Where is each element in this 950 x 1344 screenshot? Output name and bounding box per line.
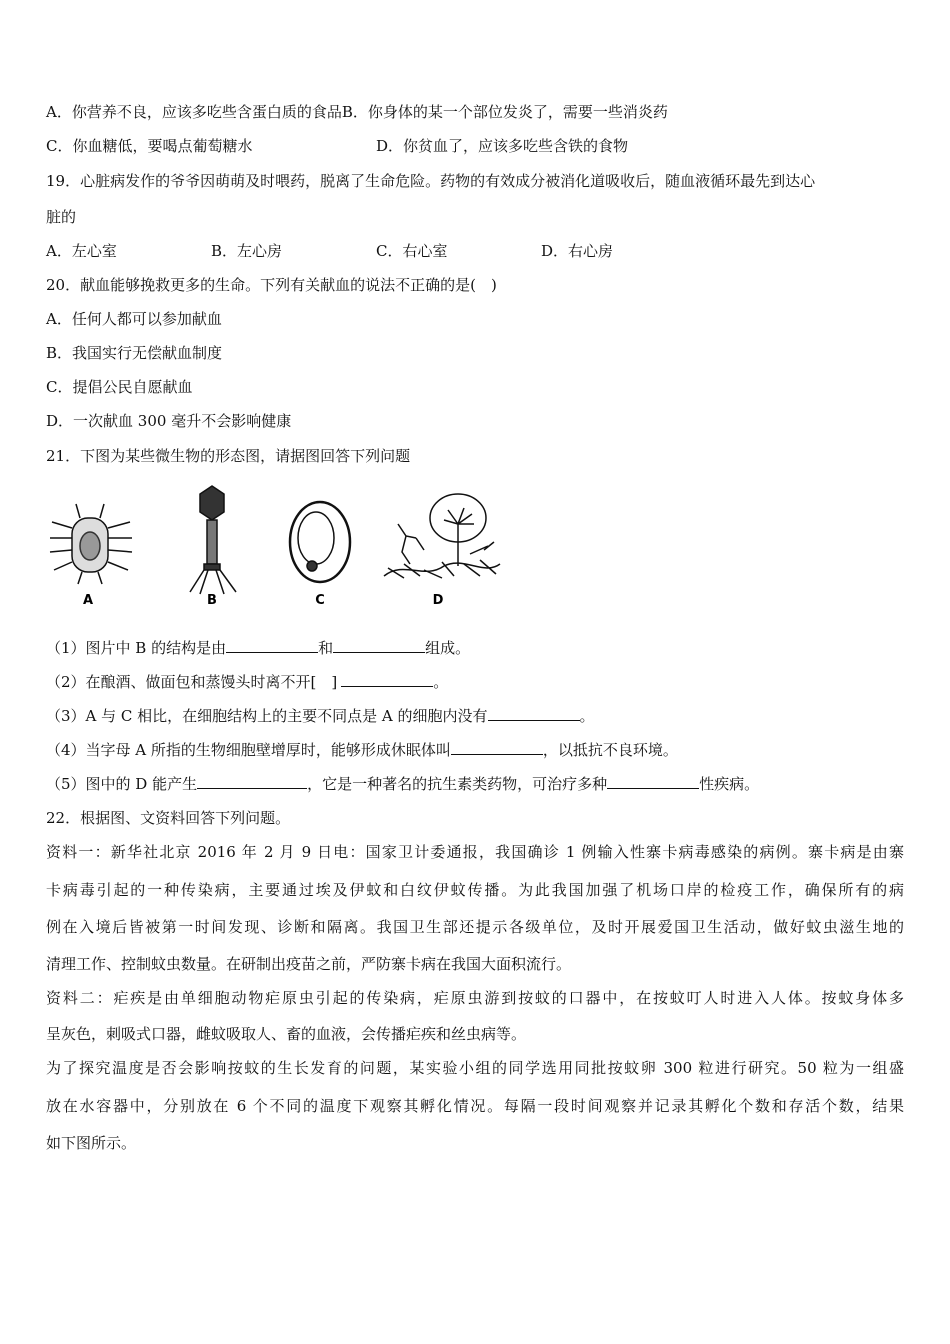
answer-blank[interactable] [341, 672, 433, 687]
q21-part-3-text-b: 。 [579, 707, 595, 725]
q21-part-1-text-c: 组成。 [425, 639, 471, 657]
figure-label-d: D [432, 593, 444, 608]
q21-part-1-text-b: 和 [318, 639, 334, 657]
q22-experiment-line-3: 如下图所示。 [46, 1134, 137, 1152]
q21-part-2-text-a: （2）在酿酒、做面包和蒸馒头时离不开[ ] [46, 673, 338, 691]
q21-part-1-text-a: （1）图片中 B 的结构是由 [46, 639, 227, 657]
q21-part-5 [46, 774, 759, 794]
q20-option-a: A．任何人都可以参加献血 [46, 310, 222, 328]
figure-label-a: A [82, 593, 94, 608]
q22-experiment-line-1: 为了探究温度是否会影响按蚊的生长发育的问题，某实验小组的同学选用同批按蚊卵 300 粒进行研究。50 粒为一组盛 [46, 1059, 904, 1077]
q22-material-1-line-3: 例在入境后皆被第一时间发现、诊断和隔离。我国卫生部还提示各级单位，及时开展爱国卫生活动，做好蚊虫滋生地的 [46, 918, 904, 936]
q19-option-d: D．右心房 [541, 242, 614, 260]
q21-part-5-text-c: 性疾病。 [699, 775, 760, 793]
q21-part-5-text-a: （5）图中的 D 能产生 [46, 775, 198, 793]
q19-stem-line-2: 脏的 [46, 208, 77, 226]
q22-material-1-line-4: 清理工作、控制蚊虫数量。在研制出疫苗之前，严防寨卡病在我国大面积流行。 [46, 955, 572, 973]
q20-option-c: C．提倡公民自愿献血 [46, 378, 193, 396]
q21-part-5-text-b: ，它是一种著名的抗生素类药物，可治疗多种 [307, 775, 608, 793]
bacterium-drawing [50, 504, 132, 584]
answer-blank[interactable] [607, 774, 699, 789]
q22-material-2-line-1: 资料二：疟疾是由单细胞动物疟原虫引起的传染病，疟原虫游到按蚊的口器中，在按蚊叮人时进入人体。按蚊身体多 [46, 989, 904, 1007]
q20-option-d: D．一次献血 300 毫升不会影响健康 [46, 412, 292, 430]
q21-part-1 [46, 638, 470, 658]
q22-material-1-line-1: 资料一：新华社北京 2016 年 2 月 9 日电：国家卫计委通报，我国确诊 1 例输入性寨卡病毒感染的病例。寨卡病是由寨 [46, 843, 904, 861]
figure-label-b: B [207, 593, 217, 608]
answer-blank[interactable] [333, 638, 425, 653]
yeast-drawing [290, 502, 350, 582]
q21-part-3-text-a: （3）A 与 C 相比，在细胞结构上的主要不同点是 A 的细胞内没有 [46, 707, 488, 725]
microorganism-figure-svg [44, 480, 504, 610]
q18-option-c: C．你血糖低，要喝点葡萄糖水 [46, 137, 253, 155]
q21-part-3 [46, 706, 595, 726]
q20-option-b: B．我国实行无偿献血制度 [46, 344, 223, 362]
q21-part-4-text-b: ，以抵抗不良环境。 [542, 741, 678, 759]
answer-blank[interactable] [197, 774, 307, 789]
q19-option-a: A．左心室 [46, 242, 117, 260]
q18-option-a: A．你营养不良，应该多吃些含蛋白质的食品 [46, 103, 342, 121]
q22-material-1-line-2: 卡病毒引起的一种传染病，主要通过埃及伊蚊和白纹伊蚊传播。为此我国加强了机场口岸的检疫工作，确保所有的病 [46, 881, 904, 899]
q19-stem-line-1: 19．心脏病发作的爷爷因萌萌及时喂药，脱离了生命危险。药物的有效成分被消化道吸收后，随血液循环最先到达心 [46, 172, 816, 190]
answer-blank[interactable] [451, 740, 543, 755]
microorganism-figure [44, 480, 504, 610]
answer-blank[interactable] [226, 638, 318, 653]
answer-blank[interactable] [488, 706, 580, 721]
q21-part-2-text-b: 。 [433, 673, 449, 691]
bacteriophage-drawing [190, 486, 236, 594]
q18-option-line-2 [46, 136, 629, 156]
q20-stem: 20．献血能够挽救更多的生命。下列有关献血的说法不正确的是( ) [46, 276, 497, 294]
q21-stem: 21．下图为某些微生物的形态图，请据图回答下列问题 [46, 447, 411, 465]
figure-label-c: C [315, 593, 325, 608]
q22-experiment-line-2: 放在水容器中，分别放在 6 个不同的温度下观察其孵化情况。每隔一段时间观察并记录其孵化个数和存活个数，结果 [46, 1097, 904, 1115]
q18-option-b: B．你身体的某一个部位发炎了，需要一些消炎药 [341, 103, 668, 121]
q21-part-4-text-a: （4）当字母 A 所指的生物细胞壁增厚时，能够形成休眠体叫 [46, 741, 451, 759]
q22-stem: 22．根据图、文资料回答下列问题。 [46, 809, 291, 827]
q18-option-d: D．你贫血了，应该多吃些含铁的食物 [376, 137, 629, 155]
q21-part-2 [46, 672, 448, 692]
penicillium-drawing [384, 494, 500, 578]
q21-part-4 [46, 740, 678, 760]
q19-option-b: B．左心房 [211, 242, 283, 260]
q22-material-2-line-2: 呈灰色，刺吸式口器，雌蚊吸取人、畜的血液，会传播疟疾和丝虫病等。 [46, 1025, 527, 1043]
q19-option-c: C．右心室 [376, 242, 448, 260]
q18-option-line-1 [46, 102, 668, 122]
